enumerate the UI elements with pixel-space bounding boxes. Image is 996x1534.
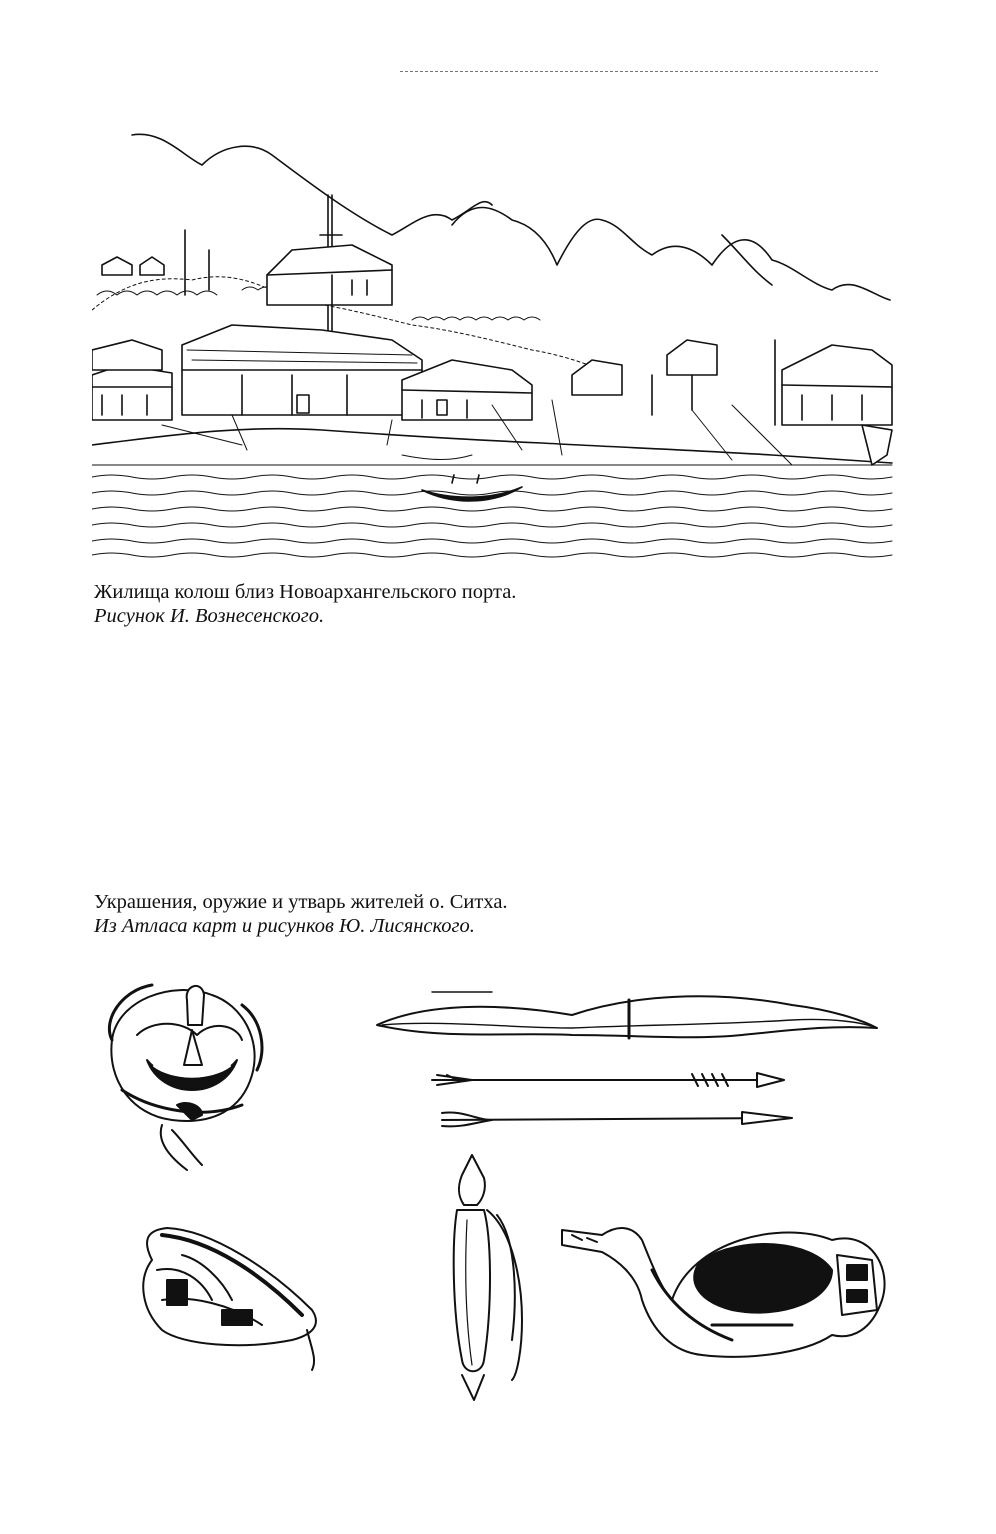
shoreline — [92, 429, 892, 463]
header-rule — [400, 71, 878, 72]
mask-icon — [109, 985, 262, 1170]
bow-icon — [377, 992, 877, 1038]
arrow-icon — [442, 1112, 792, 1126]
bird-bowl-icon — [562, 1228, 885, 1357]
basket-icon — [143, 1228, 316, 1370]
caption-artifacts — [94, 890, 508, 938]
caption-attribution: Из Атласа карт и рисунков Ю. Лисянского. — [94, 915, 475, 937]
mountain-ridge-left — [132, 134, 492, 235]
water-hatching — [92, 465, 892, 557]
caption-harbor — [94, 580, 516, 628]
club-icon — [454, 1155, 522, 1400]
harbor-illustration — [92, 125, 894, 565]
shore-building-left — [92, 365, 172, 420]
arrow-icon — [432, 1073, 784, 1087]
canoe — [422, 487, 522, 501]
caption-title: Жилища колош близ Новоархангельского порта. — [94, 581, 517, 603]
artifacts-illustration — [92, 980, 902, 1420]
caption-attribution: Рисунок И. Вознесенского. — [94, 605, 325, 627]
caption-title: Украшения, оружие и утварь жителей о. Ситха. — [94, 891, 508, 913]
mountain-ridge-right — [452, 208, 890, 301]
